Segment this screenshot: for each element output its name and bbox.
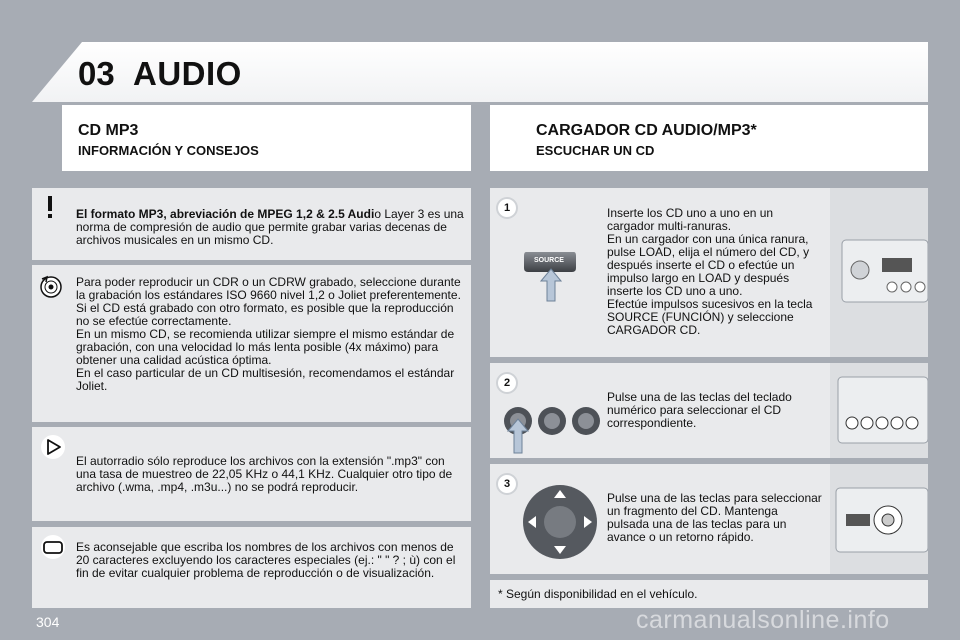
step-text-2: Pulse una de las teclas del teclado numérico para seleccionar el CD correspondiente. [607,390,792,430]
footnote-panel [490,580,928,608]
left-section-title: CD MP3 [78,122,139,139]
step-text-1: Inserte los CD uno a uno en un cargador multi-ranuras. En un cargador con una única ranura, pulse LOAD, elija el número del CD, y después inserte el CD o efectúe un impulso largo en LOAD y después inserte los CD uno a uno. Efectúe impulsos sucesivos en la tecla SOURCE (FUNCIÓN) y seleccione CARGADOR CD. [607,206,813,337]
radio-keypad-illustration [830,363,928,458]
numeric-keys-illustration [502,401,602,455]
step-number-badge: 2 [498,374,516,392]
direction-pad-illustration [520,482,600,562]
tip-panel-mp3-extension [32,427,471,521]
tip-text-mp3-format-bold: El formato MP3, abreviación de MPEG 1,2 & 2.5 Audi [76,207,375,221]
tip-text-cdr-recording: Para poder reproducir un CDR o un CDRW grabado, seleccione durante la grabación los estándares ISO 9660 nivel 1,2 o Joliet preferentemente. Si el CD está grabado con otro formato, es posible que la reproducción no se efectúe correctamente. En un mismo CD, se recomienda utilizar siempre el mismo estándar de grabación, con una velocidad lo más lenta posible (4x máximo) para obtener una calidad acústica óptima. En el caso particular de un CD multisesión, recomendamos el estándar Joliet. [76,275,461,393]
watermark-text: carmanualsonline.info [636,606,890,634]
press-arrow-icon [540,268,562,302]
source-button-label: SOURCE [534,257,564,264]
step-panel-2 [490,363,928,458]
chapter-title: AUDIO [133,55,242,92]
tip-panel-mp3-format [32,188,471,260]
step-text-3: Pulse una de las teclas para seleccionar un fragmento del CD. Mantenga pulsada una de las teclas para un avance o un retorno rápido. [607,491,822,544]
screen-icon [40,534,66,560]
tip-text-mp3-extension: El autorradio sólo reproduce los archivos con la extensión ".mp3" con una tasa de muestreo de 22,05 KHz o 44,1 KHz. Cualquier otro tipo de archivo (.wma, .mp4, .m3u...) no se podrá reproducir. [76,454,453,494]
disc-icon [38,273,64,299]
right-section-header [490,105,928,171]
footnote-text: * Según disponibilidad en el vehículo. [498,587,698,601]
step-number-badge: 1 [498,199,516,217]
tip-text-mp3-format-rest: o Layer 3 es una norma de compresión de audio que permite grabar varias decenas de archivos musicales en un mismo CD. [76,207,464,247]
tip-panel-file-names [32,527,471,608]
step-number-badge: 3 [498,475,516,493]
left-section-subtitle: INFORMACIÓN Y CONSEJOS [78,143,259,158]
chapter-number: 03 [78,55,115,92]
page-number: 304 [36,614,60,630]
step-panel-1 [490,188,928,357]
step-panel-3 [490,464,928,574]
right-section-subtitle: ESCUCHAR UN CD [536,143,655,158]
play-triangle-icon [40,434,66,460]
right-section-title: CARGADOR CD AUDIO/MP3* [536,122,757,139]
left-section-header [62,105,471,171]
radio-unit-illustration [830,188,928,357]
tip-text-mp3-format [76,208,464,247]
tip-panel-cdr-recording [32,265,471,422]
source-button-illustration [522,248,578,304]
radio-dpad-illustration [830,464,928,574]
warning-exclamation-icon [37,194,63,220]
tip-text-file-names: Es aconsejable que escriba los nombres de los archivos con menos de 20 caracteres excluyendo los caracteres especiales (ej.: " " ? ; ù) con el fin de evitar cualquier problema de reproducción o de visualización. [76,540,456,580]
